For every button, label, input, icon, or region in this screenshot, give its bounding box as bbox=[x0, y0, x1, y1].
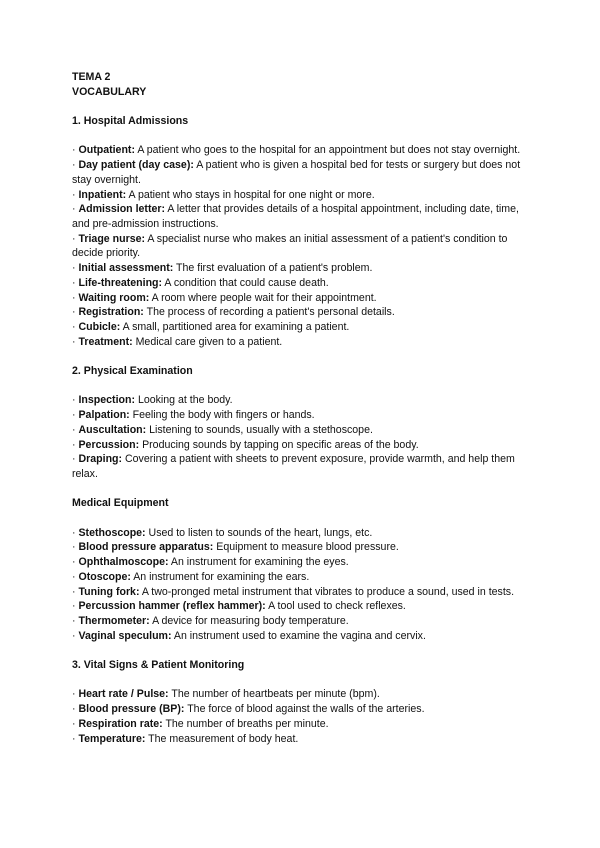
vocabulary-term: Auscultation: bbox=[78, 423, 147, 436]
vocabulary-definition: Covering a patient with sheets to prevent exposure, provide warmth, and help them relax. bbox=[72, 453, 515, 480]
vocabulary-entry: · Inpatient: A patient who stays in hospital for one night or more. bbox=[72, 188, 375, 201]
vocabulary-term: Blood pressure apparatus: bbox=[78, 541, 214, 554]
vocabulary-entry: · Heart rate / Pulse: The number of heartbeats per minute (bpm). bbox=[72, 688, 380, 701]
vocabulary-term: Initial assessment: bbox=[78, 262, 174, 275]
vocabulary-entry: · Respiration rate: The number of breaths per minute. bbox=[72, 717, 329, 730]
vocabulary-definition: Producing sounds by tapping on specific areas of the body. bbox=[142, 438, 419, 451]
vocabulary-definition: The number of breaths per minute. bbox=[165, 717, 329, 730]
vocabulary-definition: The first evaluation of a patient's problem. bbox=[176, 262, 373, 275]
vocabulary-definition: An instrument for examining the eyes. bbox=[170, 556, 349, 569]
vocabulary-term: Tuning fork: bbox=[78, 585, 140, 598]
spacer bbox=[72, 129, 538, 144]
section-heading: 2. Physical Examination bbox=[72, 365, 193, 378]
vocabulary-definition: Medical care given to a patient. bbox=[135, 335, 283, 348]
vocabulary-term: Admission letter: bbox=[78, 203, 166, 216]
vocabulary-definition: The number of heartbeats per minute (bpm). bbox=[171, 688, 380, 701]
spacer bbox=[72, 511, 538, 526]
vocabulary-definition: A device for measuring body temperature. bbox=[152, 614, 349, 627]
vocabulary-definition: An instrument for examining the ears. bbox=[133, 570, 310, 583]
spacer bbox=[72, 673, 538, 688]
vocabulary-entry: · Auscultation: Listening to sounds, usually with a stethoscope. bbox=[72, 423, 373, 436]
spacer bbox=[72, 482, 538, 497]
vocabulary-term: Triage nurse: bbox=[78, 232, 146, 245]
vocabulary-entry: · Thermometer: A device for measuring body temperature. bbox=[72, 614, 349, 627]
vocabulary-definition: Equipment to measure blood pressure. bbox=[216, 541, 399, 554]
vocabulary-entry: · Life-threatening: A condition that could cause death. bbox=[72, 276, 329, 289]
vocabulary-term: Otoscope: bbox=[78, 570, 131, 583]
vocabulary-entry: · Blood pressure (BP): The force of blood against the walls of the arteries. bbox=[72, 703, 425, 716]
spacer bbox=[72, 379, 538, 394]
spacer bbox=[72, 643, 538, 658]
section-heading: 3. Vital Signs & Patient Monitoring bbox=[72, 659, 245, 672]
vocabulary-definition: A room where people wait for their appointment. bbox=[151, 291, 377, 304]
vocabulary-term: Day patient (day case): bbox=[78, 159, 194, 172]
doc-title-topic: TEMA 2 bbox=[72, 71, 111, 83]
vocabulary-entry: · Draping: Covering a patient with sheets to prevent exposure, provide warmth, and help them relax. bbox=[72, 453, 515, 480]
spacer bbox=[72, 99, 538, 114]
vocabulary-term: Heart rate / Pulse: bbox=[78, 688, 169, 701]
section-heading: Medical Equipment bbox=[72, 497, 169, 510]
vocabulary-definition: A two-pronged metal instrument that vibrates to produce a sound, used in tests. bbox=[141, 585, 515, 598]
vocabulary-entry: · Inspection: Looking at the body. bbox=[72, 394, 233, 407]
vocabulary-term: Outpatient: bbox=[78, 144, 135, 157]
sections-container bbox=[72, 114, 538, 746]
vocabulary-entry: · Temperature: The measurement of body heat. bbox=[72, 732, 299, 745]
vocabulary-entry: · Stethoscope: Used to listen to sounds of the heart, lungs, etc. bbox=[72, 526, 373, 539]
vocabulary-entry: · Ophthalmoscope: An instrument for examining the eyes. bbox=[72, 556, 349, 569]
vocabulary-term: Life-threatening: bbox=[78, 276, 163, 289]
vocabulary-definition: A condition that could cause death. bbox=[164, 276, 329, 289]
vocabulary-term: Stethoscope: bbox=[78, 526, 146, 539]
vocabulary-definition: A letter that provides details of a hospital appointment, including date, time, and pre-admission instructions. bbox=[72, 203, 519, 230]
vocabulary-term: Cubicle: bbox=[78, 320, 121, 333]
vocabulary-entry: · Cubicle: A small, partitioned area for examining a patient. bbox=[72, 320, 350, 333]
vocabulary-definition: A patient who goes to the hospital for an appointment but does not stay overnight. bbox=[137, 144, 521, 157]
vocabulary-term: Vaginal speculum: bbox=[78, 629, 172, 642]
vocabulary-entry: · Treatment: Medical care given to a patient. bbox=[72, 335, 283, 348]
vocabulary-entry: · Day patient (day case): A patient who is given a hospital bed for tests or surgery but does not stay overnight. bbox=[72, 159, 521, 186]
vocabulary-definition: The measurement of body heat. bbox=[148, 732, 299, 745]
vocabulary-entry: · Initial assessment: The first evaluation of a patient's problem. bbox=[72, 262, 373, 275]
vocabulary-entry: · Vaginal speculum: An instrument used to examine the vagina and cervix. bbox=[72, 629, 426, 642]
vocabulary-term: Percussion hammer (reflex hammer): bbox=[78, 600, 266, 613]
vocabulary-entry: · Percussion: Producing sounds by tapping on specific areas of the body. bbox=[72, 438, 419, 451]
vocabulary-term: Draping: bbox=[78, 453, 123, 466]
vocabulary-definition: A patient who stays in hospital for one night or more. bbox=[128, 188, 375, 201]
vocabulary-entry: · Otoscope: An instrument for examining the ears. bbox=[72, 570, 310, 583]
vocabulary-term: Respiration rate: bbox=[78, 717, 163, 730]
vocabulary-definition: The process of recording a patient's personal details. bbox=[146, 306, 395, 319]
vocabulary-term: Temperature: bbox=[78, 732, 146, 745]
section-heading: 1. Hospital Admissions bbox=[72, 115, 189, 128]
vocabulary-definition: A small, partitioned area for examining a patient. bbox=[122, 320, 350, 333]
vocabulary-definition: Looking at the body. bbox=[137, 394, 233, 407]
vocabulary-entry: · Registration: The process of recording a patient's personal details. bbox=[72, 306, 395, 319]
vocabulary-entry: · Blood pressure apparatus: Equipment to measure blood pressure. bbox=[72, 541, 399, 554]
vocabulary-term: Blood pressure (BP): bbox=[78, 703, 185, 716]
vocabulary-entry: · Waiting room: A room where people wait for their appointment. bbox=[72, 291, 377, 304]
vocabulary-definition: A specialist nurse who makes an initial assessment of a patient's condition to decide priority. bbox=[72, 232, 508, 260]
vocabulary-term: Palpation: bbox=[78, 409, 130, 422]
vocabulary-definition: A patient who is given a hospital bed for tests or surgery but does not stay overnight. bbox=[72, 159, 521, 186]
vocabulary-term: Thermometer: bbox=[78, 614, 150, 627]
vocabulary-definition: A tool used to check reflexes. bbox=[268, 600, 406, 613]
vocabulary-definition: Feeling the body with fingers or hands. bbox=[132, 409, 315, 422]
vocabulary-entry: · Triage nurse: A specialist nurse who makes an initial assessment of a patient's condition to decide priority. bbox=[72, 232, 508, 260]
vocabulary-term: Treatment: bbox=[78, 335, 133, 348]
vocabulary-term: Waiting room: bbox=[78, 291, 150, 304]
doc-title-vocabulary: VOCABULARY bbox=[72, 85, 147, 98]
vocabulary-term: Inpatient: bbox=[78, 188, 127, 201]
vocabulary-entry: · Palpation: Feeling the body with fingers or hands. bbox=[72, 409, 315, 422]
vocabulary-entry: · Admission letter: A letter that provides details of a hospital appointment, including date, time, and pre-admission instructions. bbox=[72, 203, 519, 230]
vocabulary-definition: Used to listen to sounds of the heart, lungs, etc. bbox=[148, 526, 373, 539]
vocabulary-term: Registration: bbox=[78, 306, 144, 319]
vocabulary-definition: Listening to sounds, usually with a stethoscope. bbox=[149, 423, 373, 436]
vocabulary-term: Percussion: bbox=[78, 438, 140, 451]
vocabulary-definition: An instrument used to examine the vagina and cervix. bbox=[173, 629, 426, 642]
vocabulary-entry: · Percussion hammer (reflex hammer): A tool used to check reflexes. bbox=[72, 600, 406, 613]
document-page bbox=[72, 70, 538, 746]
spacer bbox=[72, 349, 538, 364]
vocabulary-entry: · Outpatient: A patient who goes to the hospital for an appointment but does not stay overnight. bbox=[72, 144, 521, 157]
vocabulary-term: Inspection: bbox=[78, 394, 135, 407]
vocabulary-definition: The force of blood against the walls of the arteries. bbox=[187, 703, 425, 716]
vocabulary-entry: · Tuning fork: A two-pronged metal instrument that vibrates to produce a sound, used in tests. bbox=[72, 585, 515, 598]
vocabulary-term: Ophthalmoscope: bbox=[78, 556, 169, 569]
